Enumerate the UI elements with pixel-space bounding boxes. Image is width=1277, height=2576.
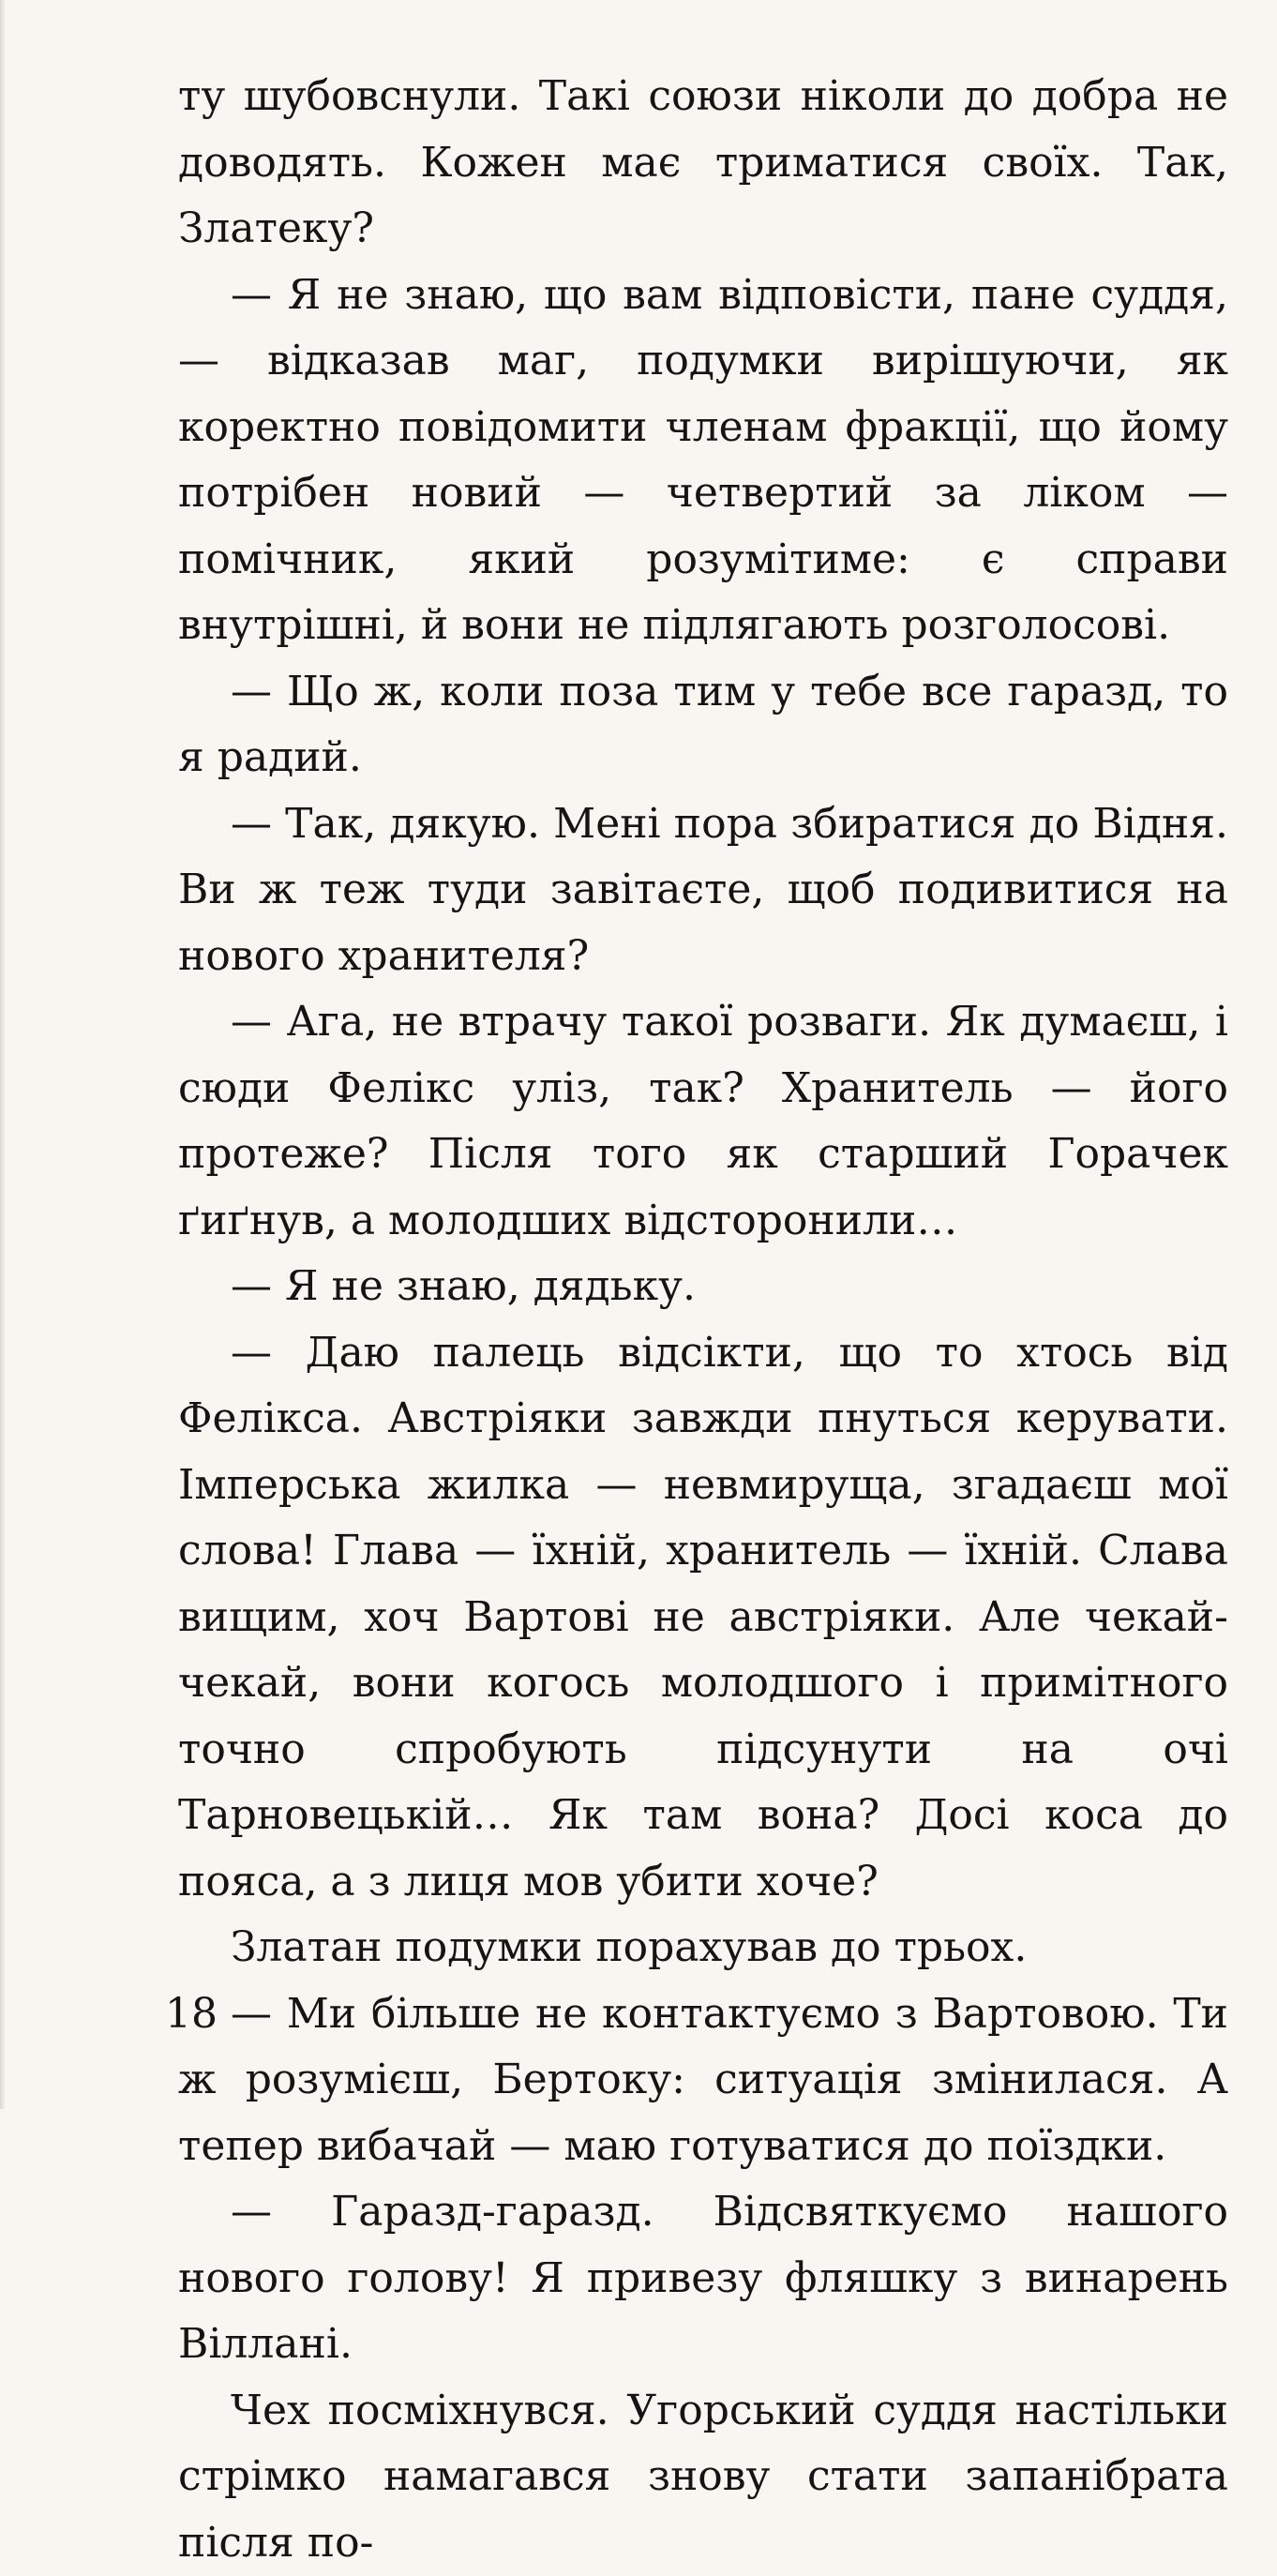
paragraph: — Я не знаю, що вам відповісти, пане суддя, — відказав маг, подумки вирішуючи, як коректно повідомити членам фракції, що йому потрібен новий — четвертий за ліком — помічник, який розумітиме: є справи внутрішні, й вони не підлягають розголосові. [178,263,1228,659]
paragraph: — Гаразд-гаразд. Відсвяткуємо нашого нового голову! Я привезу фляшку з винарень Віллані. [178,2179,1228,2378]
page-number: 18 [165,1986,218,2042]
body-text [178,64,1228,2576]
page-edge-shadow [0,0,6,2109]
paragraph: — Що ж, коли поза тим у тебе все гаразд, то я радий. [178,659,1228,791]
paragraph: — Так, дякую. Мені пора збиратися до Відня. Ви ж теж туди завітаєте, щоб подивитися на нового хранителя? [178,791,1228,990]
paragraph: — Ага, не втрачу такої розваги. Як думаєш, і сюди Фелікс уліз, так? Хранитель — його протеже? Після того як старший Горачек ґиґнув, а молодших відсторонили… [178,989,1228,1254]
paragraph: ту шубовснули. Такі союзи ніколи до добра не доводять. Кожен має триматися своїх. Так, Златеку? [178,64,1228,263]
paragraph: — Ми більше не контактуємо з Вартовою. Ти ж розумієш, Бертоку: ситуація змінилася. А тепер вибачай — маю готуватися до поїздки. [178,1981,1228,2180]
paragraph: — Я не знаю, дядьку. [178,1254,1228,1320]
paragraph: — Даю палець відсікти, що то хтось від Фелікса. Австріяки завжди пнуться керувати. Імперська жилка — невмируща, згадаєш мої слова! Глава — їхній, хранитель — їхній. Слава вищим, хоч Вартові не австріяки. Але чекай-чекай, вони когось молодшого і примітного точно спробують підсунути на очі Тарновецькій… Як там вона? Досі коса до пояса, а з лиця мов убити хоче? [178,1320,1228,1916]
paragraph: Чех посміхнувся. Угорський суддя настільки стрімко намагався знову стати запанібрата після по- [178,2378,1228,2576]
paragraph: Златан подумки порахував до трьох. [178,1915,1228,1981]
